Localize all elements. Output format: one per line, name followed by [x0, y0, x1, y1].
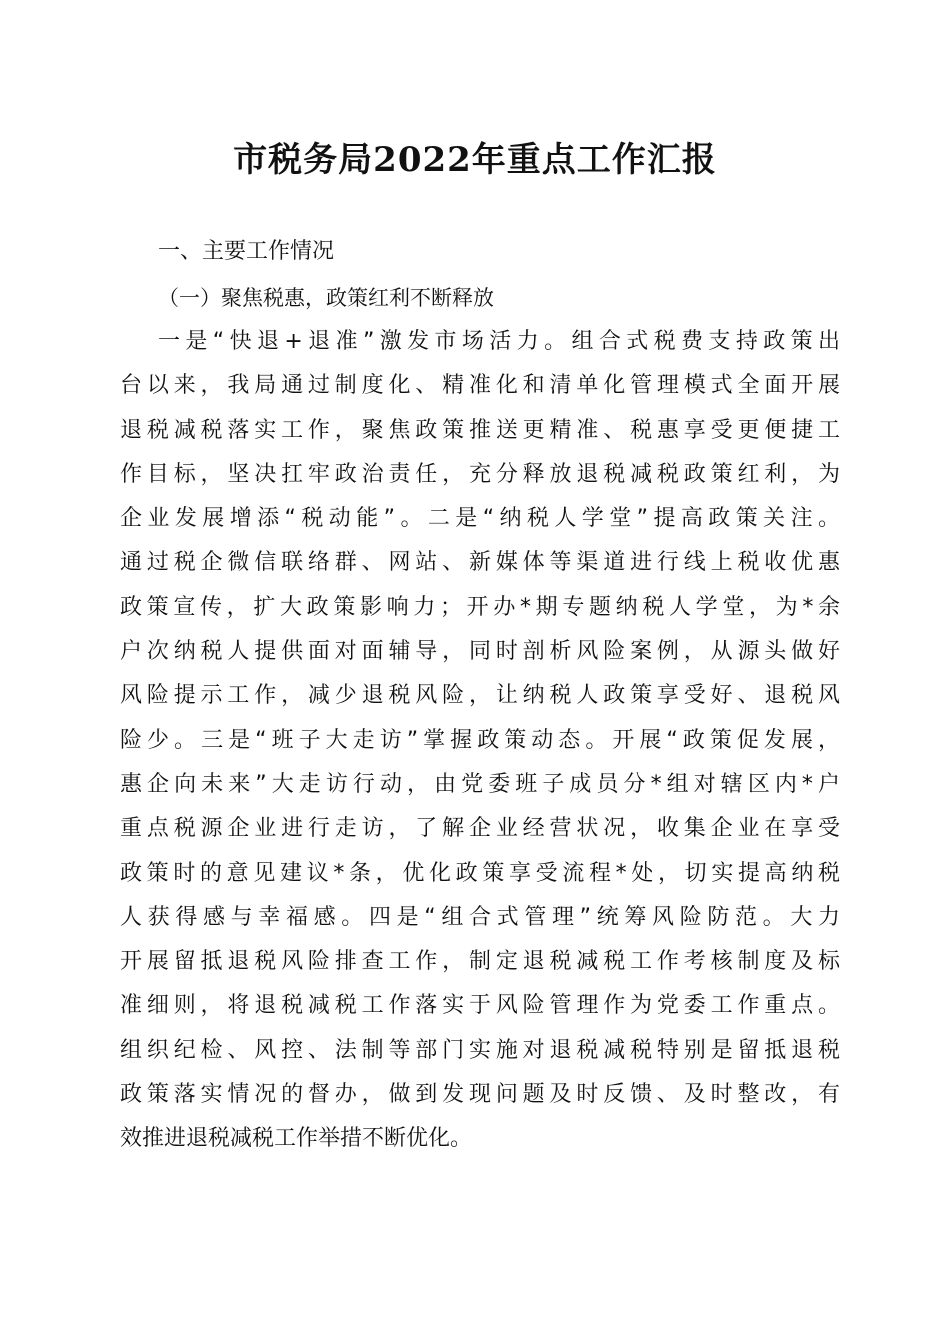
paragraph-line: 退税减税落实工作，聚焦政策推送更精准、税惠享受更便捷工	[120, 417, 840, 443]
subsection-heading: （一）聚焦税惠，政策红利不断释放	[158, 286, 494, 310]
paragraph-line: 险少。三是“班子大走访”掌握政策动态。开展“政策促发展，	[120, 727, 840, 753]
paragraph-line: 企业发展增添“税动能”。二是“纳税人学堂”提高政策关注。	[120, 506, 840, 532]
section-heading: 一、主要工作情况	[158, 239, 335, 264]
paragraph-line: 作目标，坚决扛牢政治责任，充分释放退税减税政策红利，为	[120, 461, 840, 487]
paragraph-line: 通过税企微信联络群、网站、新媒体等渠道进行线上税收优惠	[120, 550, 840, 576]
paragraph-line: 人获得感与幸福感。四是“组合式管理”统筹风险防范。大力	[120, 904, 840, 930]
paragraph-line: 惠企向未来”大走访行动，由党委班子成员分*组对辖区内*户	[120, 771, 840, 797]
paragraph-line: 重点税源企业进行走访，了解企业经营状况，收集企业在享受	[120, 816, 840, 842]
paragraph-line: 政策落实情况的督办，做到发现问题及时反馈、及时整改，有	[120, 1082, 840, 1108]
paragraph-line: 风险提示工作，减少退税风险，让纳税人政策享受好、退税风	[120, 683, 840, 709]
paragraph-line: 开展留抵退税风险排查工作，制定退税减税工作考核制度及标	[120, 949, 840, 975]
paragraph-line: 台以来，我局通过制度化、精准化和清单化管理模式全面开展	[120, 373, 840, 399]
document-title: 市税务局2022年重点工作汇报	[233, 140, 717, 180]
body-paragraph	[120, 320, 840, 1162]
paragraph-line: 组织纪检、风控、法制等部门实施对退税减税特别是留抵退税	[120, 1037, 840, 1063]
paragraph-line: 效推进退税减税工作举措不断优化。	[120, 1126, 473, 1152]
paragraph-line: 政策宣传，扩大政策影响力；开办*期专题纳税人学堂，为*余	[120, 594, 840, 620]
paragraph-line: 政策时的意见建议*条，优化政策享受流程*处，切实提高纳税	[120, 860, 840, 886]
paragraph-line: 一是“快退+退准”激发市场活力。组合式税费支持政策出	[158, 329, 840, 354]
paragraph-line: 户次纳税人提供面对面辅导，同时剖析风险案例，从源头做好	[120, 639, 840, 665]
paragraph-line: 准细则，将退税减税工作落实于风险管理作为党委工作重点。	[120, 993, 840, 1019]
